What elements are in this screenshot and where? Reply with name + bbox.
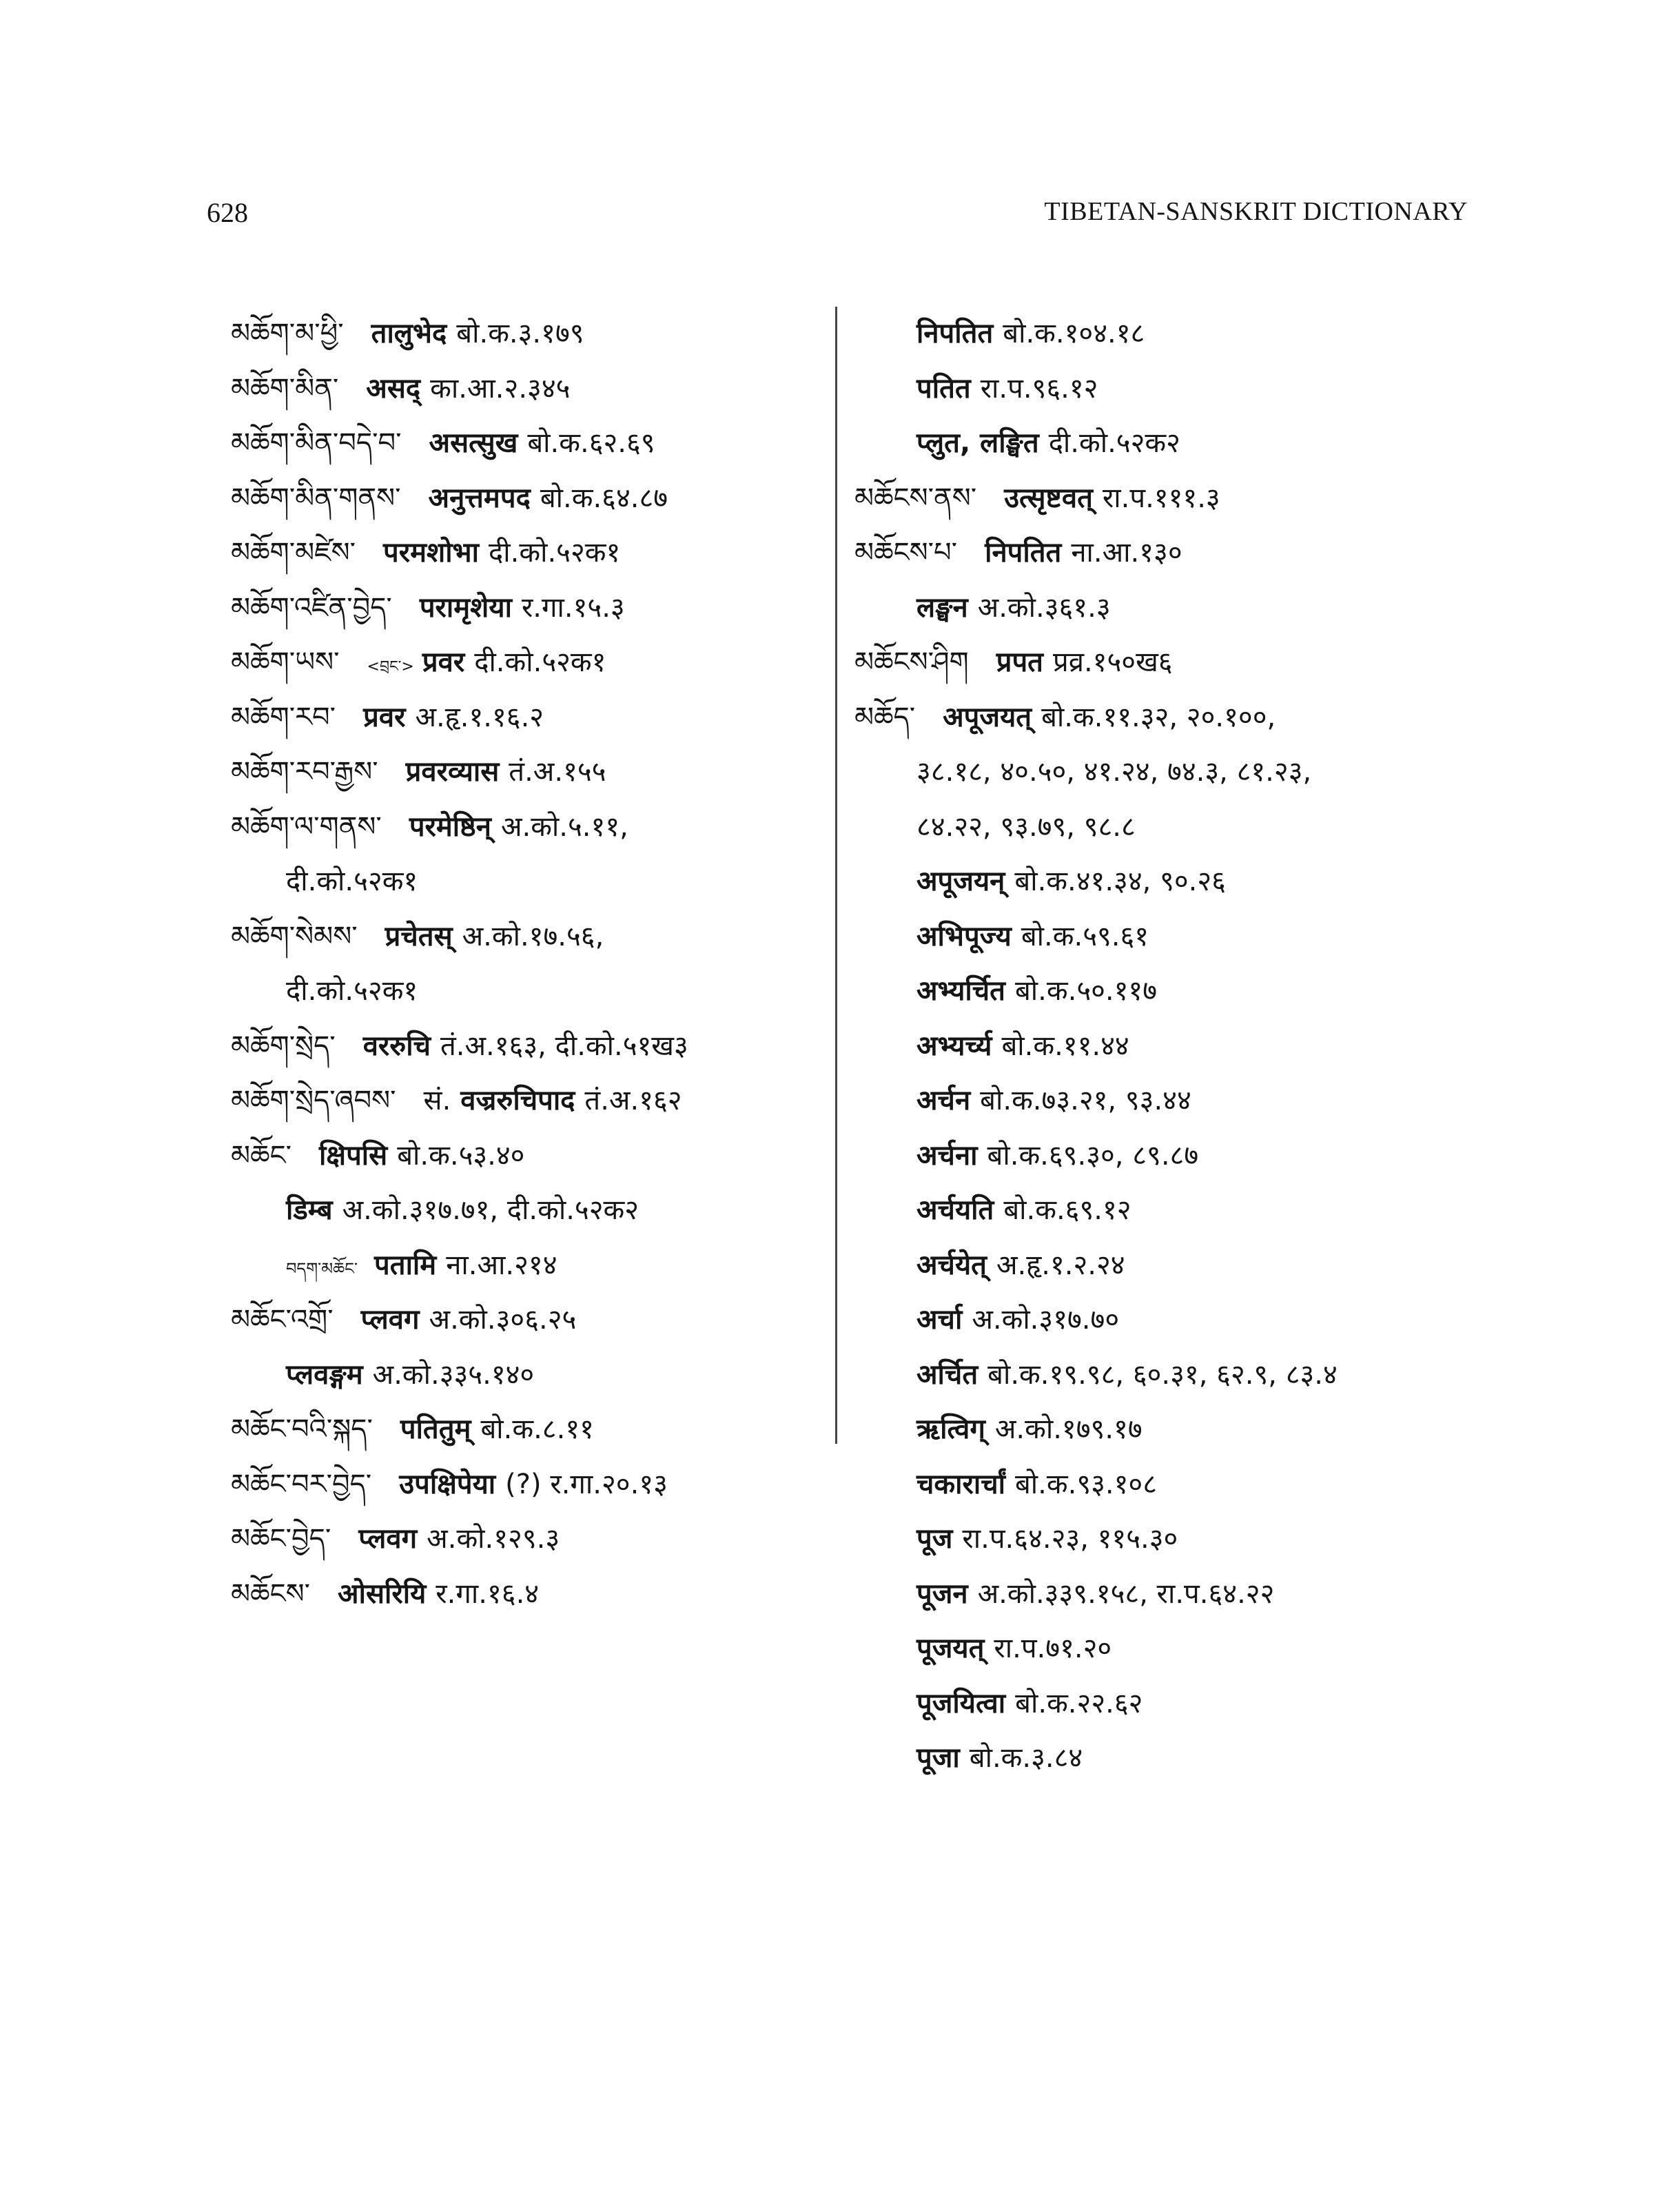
tibetan-headword: མཆོག་ལ་གནས་ [231,810,382,843]
sanskrit-term: प्लवग [360,1304,420,1336]
source-reference: बो.क.११.३२, २०.१००, [1041,701,1276,733]
entry-continuation [854,1512,1475,1567]
sanskrit-term: ओसरियि [338,1577,427,1610]
sanskrit-term: पूजयत् [916,1633,985,1664]
sanskrit-term: वररुचि [362,1030,431,1062]
entry-continuation [854,581,1475,636]
annotation: <བྲང་> [367,658,414,675]
source-reference: बो.क.४१.३४, ९०.२६ [1014,866,1226,897]
entry-continuation [854,1183,1475,1238]
tibetan-headword: མཆོག་འཛིན་བྱེད་ [231,591,392,624]
source-reference: (?) र.गा.२०.१३ [505,1468,668,1500]
source-reference: अ.को.५.११, [500,810,628,843]
source-reference: बो.क.६९.३०, ८९.८७ [987,1139,1199,1172]
entry-continuation [854,1019,1475,1074]
entry-continuation [231,964,823,1019]
tibetan-headword: མཆོང་འགྲོ་ [231,1304,334,1336]
source-reference: बो.क.११.४४ [1001,1030,1129,1062]
running-title: TIBETAN-SANSKRIT DICTIONARY [1044,197,1468,226]
sanskrit-term: लङ्घन [916,591,968,624]
entry-continuation [231,1348,823,1403]
entry-continuation [854,745,1475,800]
dictionary-entry [231,1512,823,1567]
source-reference: बो.क.३.१७९ [456,318,584,349]
source-reference: दी.को.५२क१ [286,975,418,1007]
dictionary-entry [231,526,823,581]
source-reference: दी.को.५२क२ [1048,427,1180,459]
dictionary-entry [231,1458,823,1513]
dictionary-entry [231,362,823,417]
entry-continuation [854,1129,1475,1184]
sanskrit-term: क्षिपसि [319,1139,388,1172]
source-reference: र.गा.१६.४ [436,1577,540,1610]
tibetan-headword: མཆོག་མིན་གནས་ [231,482,401,514]
dictionary-entry [231,1567,823,1622]
tibetan-headword: མཆོག་མིན་ [231,372,339,405]
dictionary-entry [854,526,1475,581]
entry-continuation [854,1348,1475,1403]
tibetan-headword: མཆོག་ཡས་ [231,646,340,678]
dictionary-entry [854,691,1475,746]
source-reference: बो.क.५०.११७ [1014,975,1158,1007]
entry-continuation [854,1074,1475,1129]
source-reference: बो.क.६९.१२ [1003,1194,1131,1226]
sanskrit-term: अर्चयेत् [916,1249,987,1281]
source-reference: रा.प.६४.२३, ११५.३० [962,1523,1178,1555]
sanskrit-term: उपक्षिपेया [399,1468,496,1500]
source-reference: बो.क.३.८४ [969,1742,1083,1774]
entry-continuation [854,1622,1475,1677]
dictionary-entry [231,1402,823,1458]
sanskrit-term: निपतित [916,318,994,349]
entry-continuation [854,307,1475,362]
sanskrit-term: पतित [916,372,971,405]
dictionary-entry [231,581,823,636]
dictionary-entry [231,910,823,965]
sanskrit-term: प्रपत [996,646,1043,678]
sanskrit-term: परमेष्ठिन् [409,810,491,843]
dictionary-entry [231,745,823,800]
sanskrit-term: पतामि [374,1249,437,1281]
entry-continuation [854,1677,1475,1732]
dictionary-entry [854,635,1475,691]
tibetan-headword: མཆོངས་པ་ [854,537,958,569]
sanskrit-term: असत्सुख [429,427,518,459]
source-reference: ना.आ.२१४ [446,1249,557,1281]
sanskrit-term: असद् [366,372,421,405]
entry-continuation [854,800,1475,855]
sanskrit-term: वज्ररुचिपाद [460,1085,575,1116]
dictionary-entry [231,471,823,527]
tibetan-headword: མཆོག་མ་ཕྱི་ [231,318,344,349]
sanskrit-term: प्रवरव्यास [405,756,500,788]
source-reference: दी.को.५२क१ [489,537,621,569]
tibetan-headword: མཆོད་ [854,701,916,733]
sanskrit-term: तालुभेद [371,318,447,349]
sanskrit-term: अपूजयत् [943,701,1032,733]
source-reference: अ.को.३१७.७० [972,1304,1120,1336]
sanskrit-term: अभिपूज्य [916,920,1012,952]
entry-continuation [854,1293,1475,1348]
sanskrit-term: पूजन [916,1577,968,1610]
entry-continuation [854,362,1475,417]
dictionary-entry [231,635,823,691]
entry-continuation [854,964,1475,1019]
sanskrit-term: प्लवग [358,1523,418,1555]
source-reference: दी.को.५२क१ [286,866,418,897]
source-reference: रा.प.७१.२० [994,1633,1112,1664]
sanskrit-term: प्लुत, लङ्घित [916,427,1039,459]
source-reference: अ.को.१२९.३ [427,1523,560,1555]
sanskrit-term: अर्चा [916,1304,963,1336]
entry-continuation [231,1183,823,1238]
dictionary-entry [231,416,823,471]
source-reference: बो.क.९३.१०८ [1014,1468,1158,1500]
tibetan-headword: མཆོག་སྲེད་ [231,1030,336,1062]
source-reference: तं.अ.१६३, दी.को.५१ख३ [440,1030,688,1062]
entry-continuation [854,855,1475,910]
source-reference: अ.को.३१७.७१, दी.को.५२क२ [342,1194,639,1226]
page-number: 628 [207,197,248,228]
sanskrit-term: पूजा [916,1742,960,1774]
tibetan-headword: མཆོག་སྲེད་ཞབས་ [231,1085,396,1116]
sanskrit-term: निपतित [985,537,1062,569]
entry-continuation [231,855,823,910]
dictionary-entry [231,1293,823,1348]
source-reference: प्रव्र.१५०ख६ [1052,646,1173,678]
sanskrit-term: डिम्ब [286,1194,333,1226]
sanskrit-term: अभ्यर्च्य [916,1030,992,1062]
tibetan-headword: མཆོང་བའི་སྐད་ [231,1413,373,1445]
source-reference: अ.हृ.१.२.२४ [996,1249,1125,1281]
tibetan-headword: མཆོང་ [231,1139,292,1172]
source-reference: र.गा.१५.३ [521,591,625,624]
source-reference: बो.क.५३.४० [397,1139,525,1172]
tibetan-headword: མཆོངས་ནས་ [854,482,977,514]
source-reference: तं.अ.१५५ [509,756,606,788]
dictionary-entry [231,1019,823,1074]
sanskrit-term: प्रवर [422,646,465,678]
page-header [207,196,1468,238]
tibetan-headword: མཆོངས་ཤིག [854,646,969,678]
dictionary-entry [231,691,823,746]
source-reference: बो.क.२२.६२ [1015,1687,1143,1719]
sanskrit-term: प्रचेतस् [385,920,453,952]
sanskrit-term: अपूजयन् [916,866,1005,897]
tibetan-headword: མཆོག་མཛེས་ [231,537,356,569]
source-reference: तं.अ.१६२ [584,1085,682,1116]
dictionary-entry [231,1074,823,1129]
entry-continuation [854,1458,1475,1513]
tibetan-headword: མཆོག་མིན་བདེ་བ་ [231,427,402,459]
source-reference: बो.क.७३.२१, ९३.४४ [980,1085,1191,1116]
sanskrit-term: उत्सृष्टवत् [1004,482,1093,514]
tibetan-headword: མཆོག་རབ་ [231,701,336,733]
source-reference: बो.क.५९.६१ [1021,920,1149,952]
sanskrit-term: पूज [916,1523,953,1555]
entry-continuation [854,1731,1475,1786]
prefix-label: सं. [423,1085,451,1116]
source-reference: बो.क.६४.८७ [540,482,668,514]
source-reference: अ.को.१७९.१७ [994,1413,1143,1445]
sanskrit-term: अभ्यर्चित [916,975,1005,1007]
sanskrit-term: परमशोभा [383,537,480,569]
entry-continuation [231,1238,823,1294]
source-reference: बो.क.१९.९८, ६०.३१, ६२.९, ८३.४ [987,1358,1338,1391]
left-column [231,307,823,1622]
tibetan-headword: མཆོག་རབ་རྒྱས་ [231,756,378,788]
source-reference: अ.को.३०६.२५ [429,1304,577,1336]
entry-continuation [854,910,1475,965]
source-reference: बो.क.८.११ [480,1413,594,1445]
sanskrit-term: प्रवर [363,701,406,733]
sanskrit-term: अनुत्तमपद [428,482,531,514]
source-reference: ३८.१८, ४०.५०, ४१.२४, ७४.३, ८१.२३, [916,756,1312,788]
source-reference: अ.को.१७.५६, [462,920,604,952]
entry-continuation [854,1402,1475,1458]
sanskrit-term: अर्चन [916,1085,971,1116]
tibetan-headword: མཆོངས་ [231,1577,311,1610]
sanskrit-term: परामृशेया [419,591,512,624]
right-column [854,307,1475,1786]
sanskrit-term: अर्चयति [916,1194,994,1226]
entry-continuation [854,1238,1475,1294]
source-reference: ८४.२२, ९३.७९, ९८.८ [916,810,1136,843]
source-reference: अ.हृ.१.१६.२ [415,701,544,733]
sanskrit-term: चकारार्चां [916,1468,1005,1500]
sanskrit-term: अर्चित [916,1358,979,1391]
sanskrit-term: पतितुम् [400,1413,471,1445]
source-reference: अ.को.३३९.१५८, रा.प.६४.२२ [977,1577,1275,1610]
column-divider [835,307,837,1444]
tibetan-headword: མཆོག་སེམས་ [231,920,358,952]
source-reference: दी.को.५२क१ [474,646,606,678]
entry-continuation [854,416,1475,471]
tibetan-example: བདག་མཆོང་ [286,1258,358,1278]
tibetan-headword: མཆོང་བར་བྱེད་ [231,1468,372,1500]
source-reference: बो.क.१०४.१८ [1003,318,1145,349]
entry-continuation [854,1567,1475,1622]
source-reference: अ.को.३६१.३ [977,591,1111,624]
source-reference: रा.प.९६.१२ [980,372,1098,405]
tibetan-headword: མཆོང་བྱེད་ [231,1523,331,1555]
dictionary-entry [231,1129,823,1184]
source-reference: का.आ.२.३४५ [430,372,571,405]
source-reference: रा.प.१११.३ [1102,482,1220,514]
sanskrit-term: प्लवङ्गम [286,1358,363,1391]
source-reference: अ.को.३३५.१४० [372,1358,535,1391]
sanskrit-term: ऋत्विग् [916,1413,985,1445]
dictionary-entry [231,800,823,855]
sanskrit-term: अर्चना [916,1139,978,1172]
source-reference: ना.आ.१३० [1071,537,1182,569]
source-reference: बो.क.६२.६९ [527,427,655,459]
dictionary-entry [854,471,1475,527]
dictionary-entry [231,307,823,362]
sanskrit-term: पूजयित्वा [916,1687,1006,1719]
